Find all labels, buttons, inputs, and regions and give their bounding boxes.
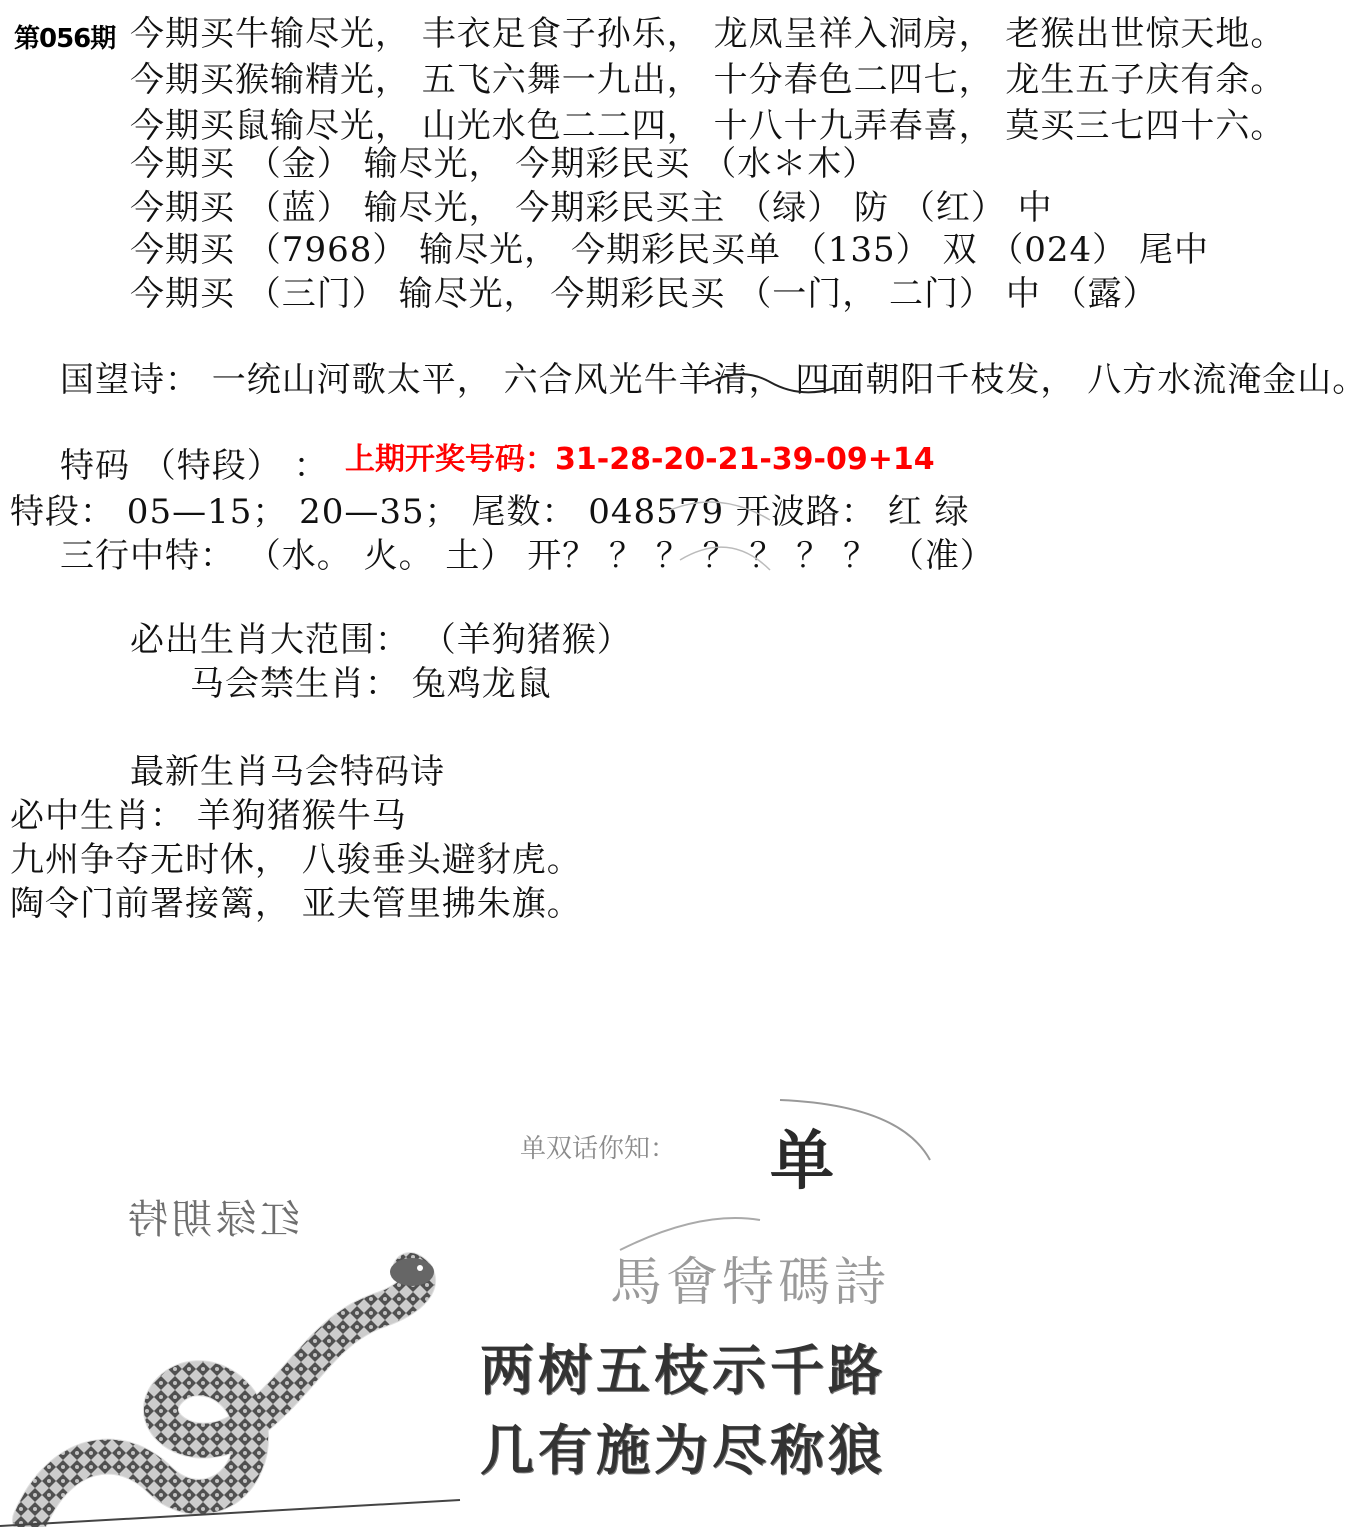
poem-line-7: 今期买 （三门） 输尽光， 今期彩民买 （一门， 二门） 中 （露） [130, 274, 1158, 314]
guowang-poem: 国望诗： 一统山河歌太平， 六合风光牛羊清， 四面朝阳千枝发， 八方水流淹金山。 [60, 360, 1367, 400]
big-dan-char: 单 [770, 1124, 834, 1199]
bizhong-line: 必中生肖： 羊狗猪猴牛马 [10, 796, 407, 836]
poem-line-1: 今期买牛输尽光， 丰衣足食子孙乐， 龙凤呈祥入洞房， 老猴出世惊天地。 [130, 14, 1286, 54]
big-poem-line-2: 几有施为尽称狼 [480, 1418, 886, 1482]
teduan-line: 特段： 05—15； 20—35； 尾数： 048579 开波路： 红 绿 [10, 492, 970, 532]
poem-line-3: 今期买鼠输尽光， 山光水色二二四， 十八十九弄春喜， 莫买三七四十六。 [130, 106, 1286, 146]
previous-result: 上期开奖号码：31-28-20-21-39-09+14 [345, 442, 935, 477]
final-poem-line-2: 陶令门前署接篱， 亚夫管里拂朱旗。 [10, 884, 582, 924]
mahui-forbidden: 马会禁生肖： 兔鸡龙鼠 [190, 664, 552, 704]
mirror-text: 红绿期特 [124, 1197, 300, 1243]
sanxing-line: 三行中特： （水。 火。 土） 开？ ？ ？ ？ ？ ？ ？ （准） [60, 536, 995, 576]
scribble-mark [660, 490, 780, 580]
tema-heading: 特码 （特段） ： [60, 446, 329, 486]
horse-poem-title: 馬會特碼詩 [610, 1253, 891, 1313]
poem-line-6: 今期买 （7968） 输尽光， 今期彩民买单 （135） 双 （024） 尾中 [130, 230, 1209, 270]
snake-illustration [0, 1250, 460, 1527]
issue-number: 第056期 [14, 24, 116, 54]
latest-poem-title: 最新生肖马会特码诗 [130, 752, 445, 792]
final-poem-line-1: 九州争夺无时休， 八骏垂头避豺虎。 [10, 840, 582, 880]
poem-line-2: 今期买猴输精光， 五飞六舞一九出， 十分春色二四七， 龙生五子庆有余。 [130, 60, 1286, 100]
poem-line-4: 今期买 （金） 输尽光， 今期彩民买 （水＊木） [130, 144, 878, 184]
bichu-range: 必出生肖大范围： （羊狗猪猴） [130, 620, 632, 660]
handwritten-strike [700, 360, 840, 400]
poem-line-5: 今期买 （蓝） 输尽光， 今期彩民买主 （绿） 防 （红） 中 [130, 188, 1053, 228]
banner-text: 单双话你知： [520, 1134, 677, 1164]
big-poem-line-1: 两树五枝示千路 [480, 1338, 886, 1402]
